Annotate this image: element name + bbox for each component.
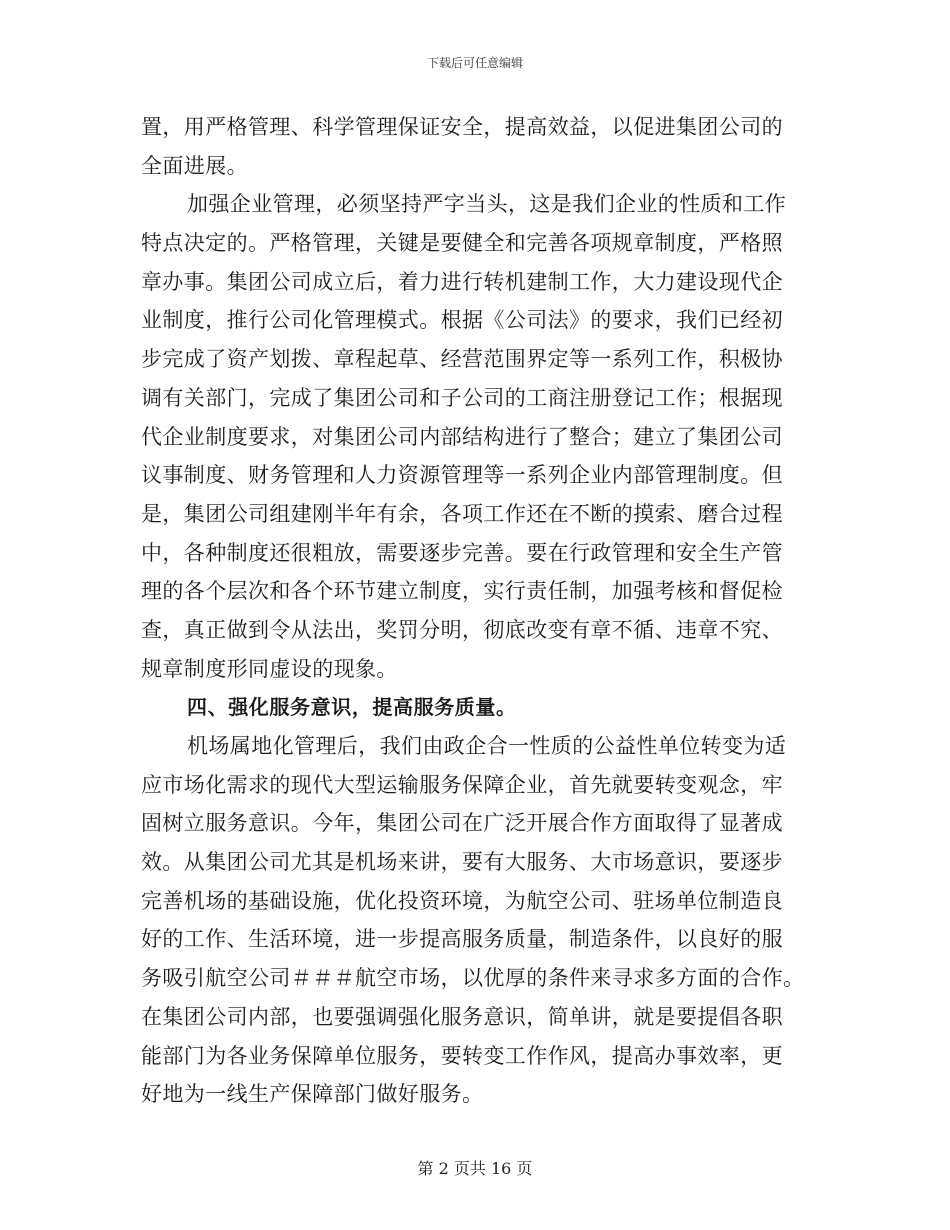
text-line: 查，真正做到令从法出，奖罚分明，彻底改变有章不循、违章不究、 — [141, 617, 783, 642]
text-line: 完善机场的基础设施，优化投资环境，为航空公司、驻场单位制造良 — [141, 888, 783, 913]
text-line: 议事制度、财务管理和人力资源管理等一系列企业内部管理制度。但 — [141, 463, 783, 488]
text-line: 固树立服务意识。今年，集团公司在广泛开展合作方面取得了显著成 — [141, 811, 783, 836]
text-line: 理的各个层次和各个环节建立制度，实行责任制，加强考核和督促检 — [141, 579, 783, 604]
text-line: 业制度，推行公司化管理模式。根据《公司法》的要求，我们已经初 — [141, 308, 783, 333]
text-line: 应市场化需求的现代大型运输服务保障企业，首先就要转变观念，牢 — [141, 772, 783, 797]
text-line: 代企业制度要求，对集团公司内部结构进行了整合；建立了集团公司 — [141, 424, 783, 449]
text-line: 好地为一线生产保障部门做好服务。 — [141, 1082, 484, 1107]
text-line: 规章制度形同虚设的现象。 — [141, 656, 398, 681]
text-line: 机场属地化管理后，我们由政企合一性质的公益性单位转变为适 — [187, 734, 787, 758]
text-line: 好的工作、生活环境，进一步提高服务质量，制造条件，以良好的服 — [141, 927, 783, 952]
document-body — [141, 108, 809, 1114]
text-line: 是，集团公司组建刚半年有余，各项工作还在不断的摸索、磨合过程 — [141, 501, 783, 526]
text-line: 能部门为各业务保障单位服务，要转变工作作风，提高办事效率，更 — [141, 1043, 783, 1068]
text-line: 效。从集团公司尤其是机场来讲，要有大服务、大市场意识，要逐步 — [141, 850, 783, 875]
text-line: 调有关部门，完成了集团公司和子公司的工商注册登记工作；根据现 — [141, 385, 783, 410]
text-line: 章办事。集团公司成立后，着力进行转机建制工作，大力建设现代企 — [141, 269, 783, 294]
text-line: 加强企业管理，必须坚持严字当头，这是我们企业的性质和工作 — [187, 192, 787, 217]
text-line: 中，各种制度还很粗放，需要逐步完善。要在行政管理和安全生产管 — [141, 540, 783, 565]
section-heading: 四、强化服务意识，提高服务质量。 — [187, 695, 517, 720]
text-line: 务吸引航空公司＃＃＃航空市场，以优厚的条件来寻求多方面的合作。 — [141, 966, 805, 991]
page-header: 下载后可任意编辑 — [426, 56, 523, 70]
text-line: 步完成了资产划拨、章程起草、经营范围界定等一系列工作，积极协 — [141, 347, 783, 372]
text-line: 在集团公司内部，也要强调强化服务意识，简单讲，就是要提倡各职 — [141, 1004, 783, 1029]
text-line: 特点决定的。严格管理，关键是要健全和完善各项规章制度，严格照 — [141, 231, 783, 256]
text-line: 置，用严格管理、科学管理保证安全，提高效益，以促进集团公司的 — [141, 115, 783, 139]
page-number: 第 2 页共 16 页 — [417, 1159, 533, 1178]
text-line: 全面进展。 — [141, 153, 248, 178]
